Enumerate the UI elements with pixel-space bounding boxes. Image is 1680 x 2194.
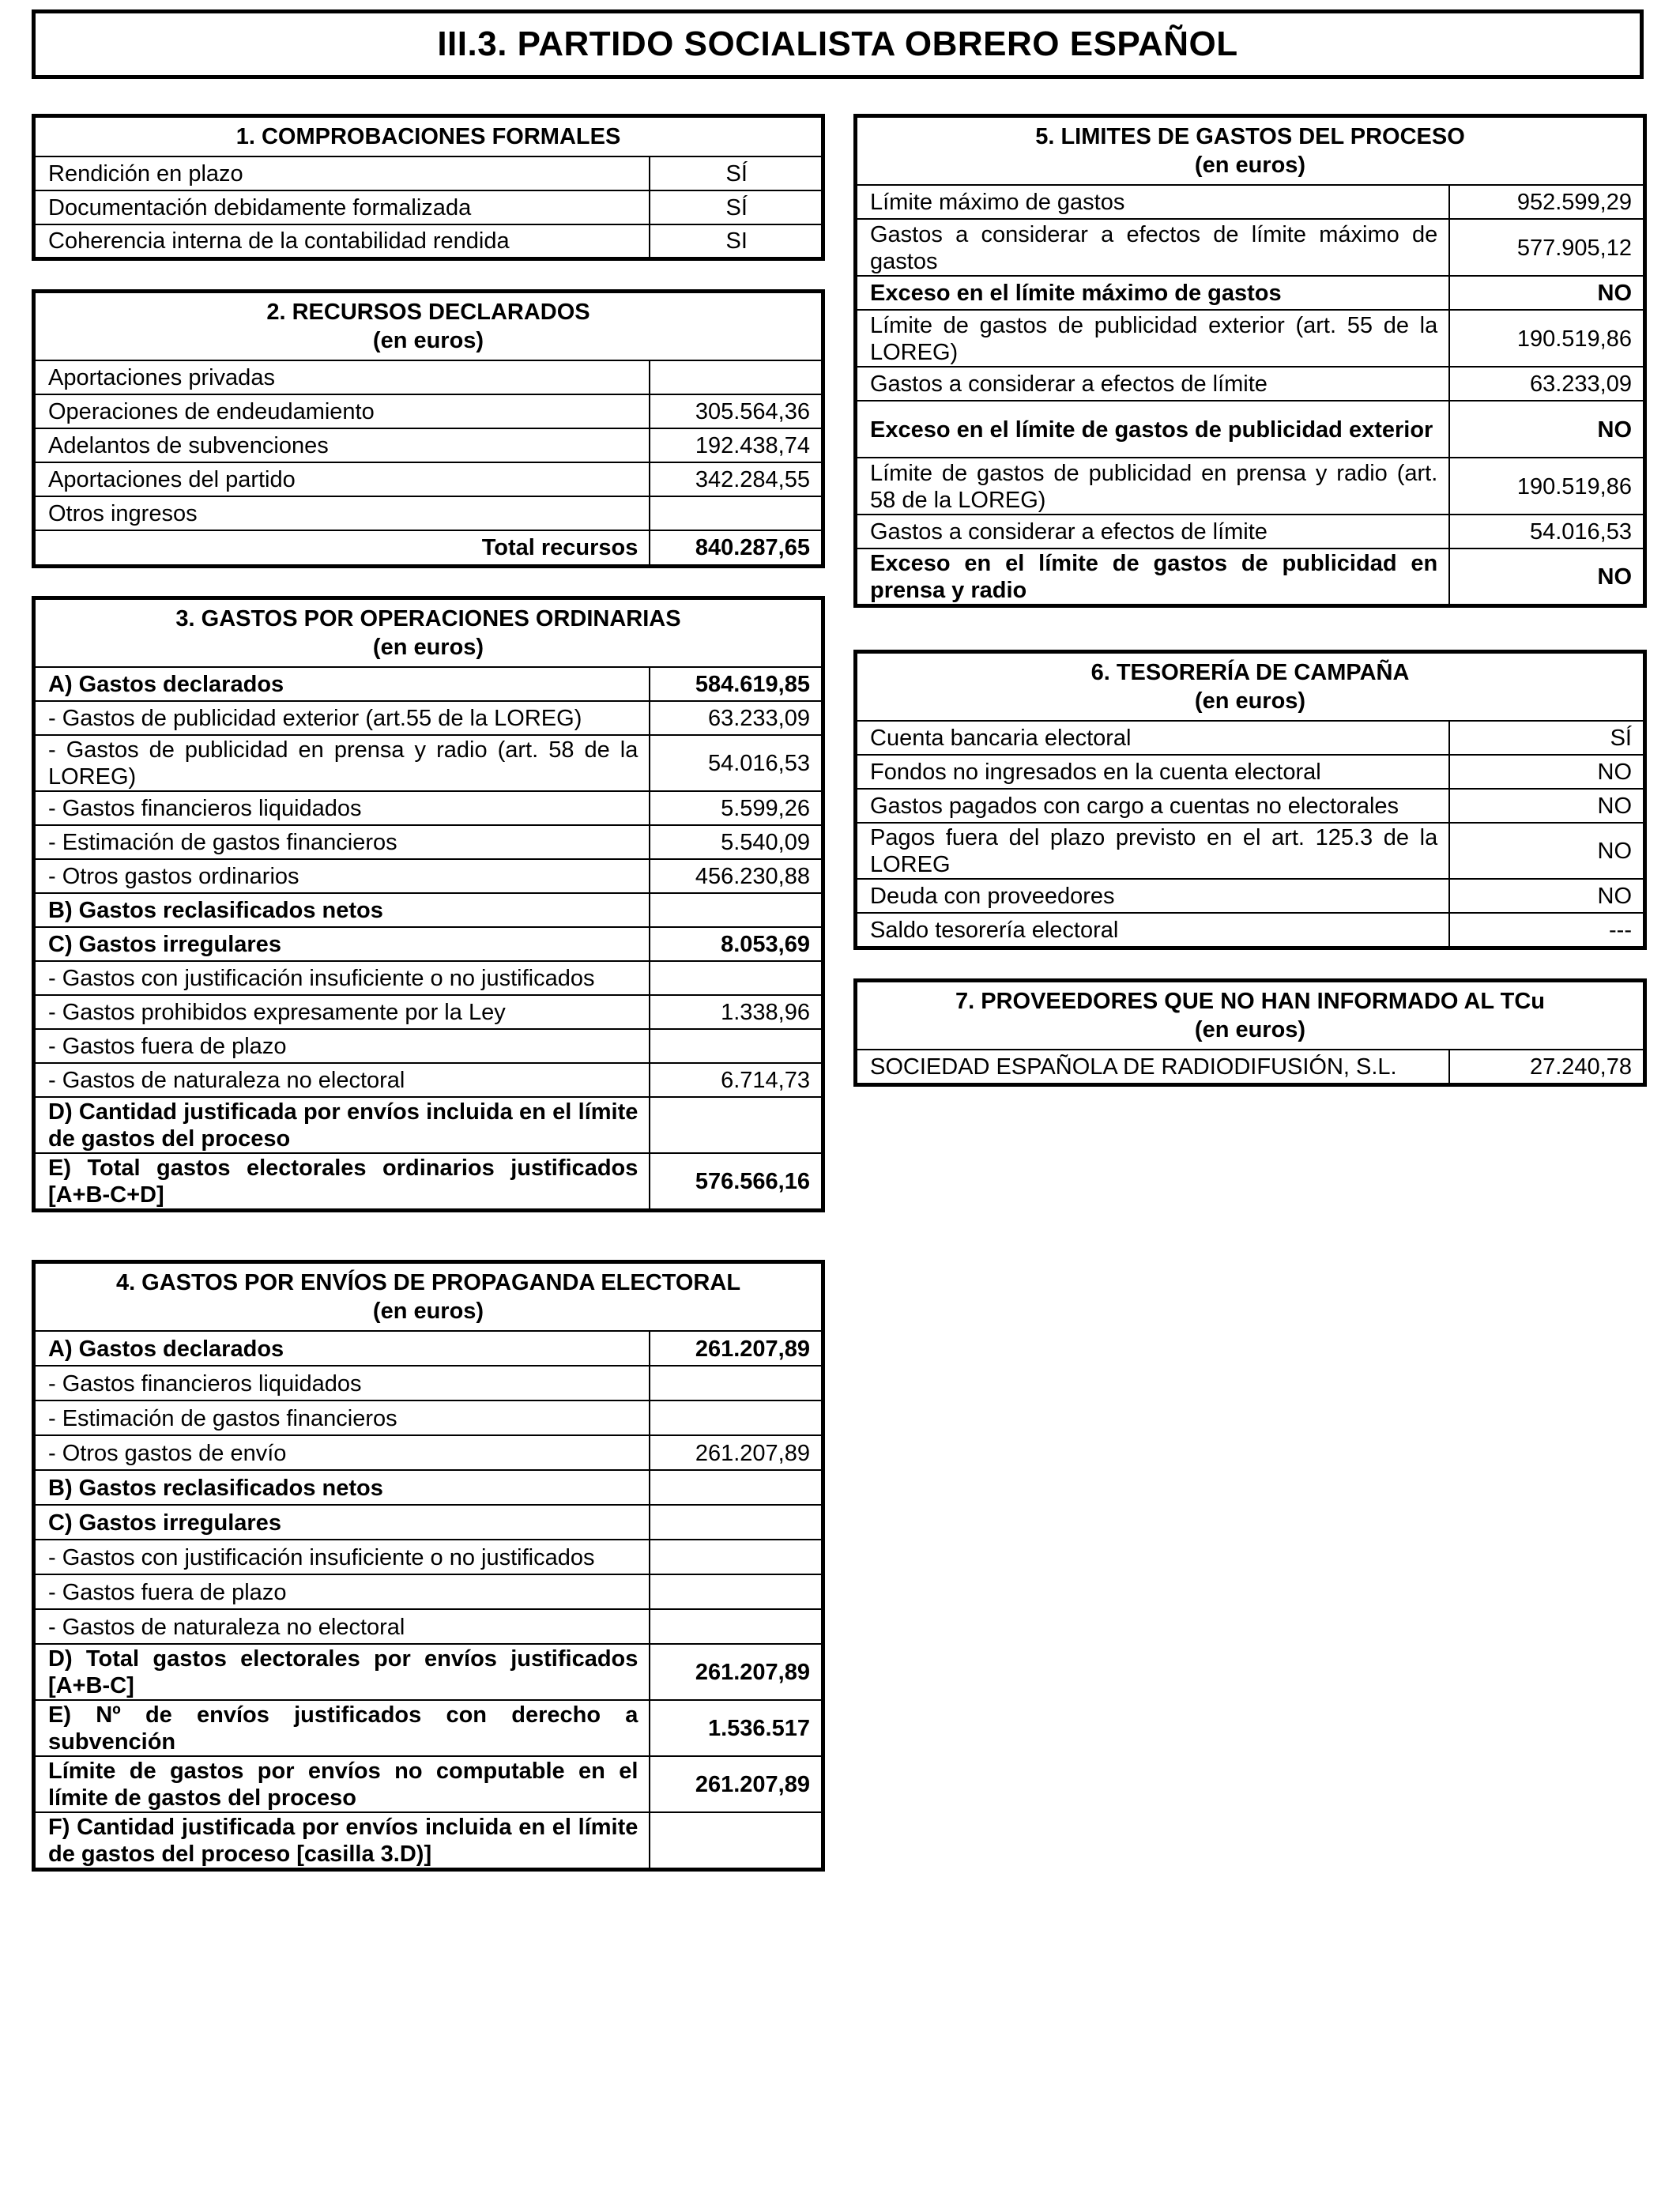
section-subtitle: (en euros) <box>372 1299 484 1324</box>
row-value <box>650 1812 823 1870</box>
row-label: Deuda con proveedores <box>856 879 1450 913</box>
row-label: Otros ingresos <box>34 496 650 530</box>
row-label: Exceso en el límite máximo de gastos <box>856 276 1450 310</box>
section-subtitle: (en euros) <box>1194 1017 1306 1042</box>
row-value: 190.519,86 <box>1449 458 1644 515</box>
row-label: - Gastos de naturaleza no electoral <box>34 1063 650 1097</box>
row-value <box>650 360 823 394</box>
row-label: Aportaciones privadas <box>34 360 650 394</box>
row-label: - Estimación de gastos financieros <box>34 1400 650 1435</box>
row-label: - Gastos financieros liquidados <box>34 791 650 825</box>
row-value: 584.619,85 <box>650 667 823 701</box>
campaign-treasury-table <box>853 650 1647 950</box>
row-label: - Gastos fuera de plazo <box>34 1574 650 1609</box>
row-label: Aportaciones del partido <box>34 462 650 496</box>
row-label: - Gastos de publicidad en prensa y radio (art. 58 de la LOREG) <box>34 735 650 791</box>
row-label: - Gastos de naturaleza no electoral <box>34 1609 650 1644</box>
section-title <box>856 116 1645 186</box>
row-value: 5.540,09 <box>650 825 823 859</box>
row-value: NO <box>1449 789 1644 823</box>
row-label: Gastos a considerar a efectos de límite <box>856 515 1450 548</box>
row-label: E) Total gastos electorales ordinarios justificados [A+B-C+D] <box>34 1153 650 1211</box>
row-label: Gastos pagados con cargo a cuentas no electorales <box>856 789 1450 823</box>
row-label: Fondos no ingresados en la cuenta electoral <box>856 755 1450 789</box>
row-label: Límite de gastos de publicidad exterior (art. 55 de la LOREG) <box>856 310 1450 367</box>
row-value: 305.564,36 <box>650 394 823 428</box>
row-value: 27.240,78 <box>1449 1050 1644 1084</box>
row-value: 261.207,89 <box>650 1435 823 1470</box>
spending-limits-table <box>853 114 1647 608</box>
row-value: 54.016,53 <box>650 735 823 791</box>
row-value: 952.599,29 <box>1449 185 1644 219</box>
row-value: 8.053,69 <box>650 927 823 961</box>
row-label: Coherencia interna de la contabilidad rendida <box>34 224 650 258</box>
section-title-text: 4. GASTOS POR ENVÍOS DE PROPAGANDA ELECTORAL <box>115 1270 741 1295</box>
row-label: B) Gastos reclasificados netos <box>34 893 650 927</box>
row-label: Operaciones de endeudamiento <box>34 394 650 428</box>
row-value: NO <box>1449 755 1644 789</box>
row-value: SÍ <box>650 156 823 190</box>
row-value: 63.233,09 <box>1449 367 1644 401</box>
row-value <box>650 1574 823 1609</box>
row-value <box>650 1540 823 1574</box>
section-title <box>34 1262 823 1332</box>
section-subtitle: (en euros) <box>1194 153 1306 178</box>
row-label: A) Gastos declarados <box>34 1331 650 1366</box>
row-value: 192.438,74 <box>650 428 823 462</box>
row-label: - Gastos financieros liquidados <box>34 1366 650 1400</box>
row-value <box>650 1029 823 1063</box>
section-subtitle: (en euros) <box>372 635 484 660</box>
row-value: 63.233,09 <box>650 701 823 735</box>
section-title-text: 5. LIMITES DE GASTOS DEL PROCESO <box>1035 124 1465 149</box>
row-value: NO <box>1449 401 1644 458</box>
row-label: Exceso en el límite de gastos de publicidad exterior <box>856 401 1450 458</box>
row-value: NO <box>1449 823 1644 879</box>
propaganda-mailing-expenses-table <box>32 1260 825 1872</box>
row-value: SÍ <box>1449 721 1644 755</box>
row-value: 190.519,86 <box>1449 310 1644 367</box>
row-value: 261.207,89 <box>650 1756 823 1812</box>
row-value: SI <box>650 224 823 258</box>
unreported-suppliers-table <box>853 978 1647 1087</box>
row-label: - Gastos con justificación insuficiente o no justificados <box>34 961 650 995</box>
row-label: - Gastos fuera de plazo <box>34 1029 650 1063</box>
row-value <box>650 1097 823 1153</box>
row-value: 5.599,26 <box>650 791 823 825</box>
row-value: 6.714,73 <box>650 1063 823 1097</box>
row-label: C) Gastos irregulares <box>34 927 650 961</box>
row-label: Cuenta bancaria electoral <box>856 721 1450 755</box>
section-title-text: 3. GASTOS POR OPERACIONES ORDINARIAS <box>175 606 681 631</box>
row-label: SOCIEDAD ESPAÑOLA DE RADIODIFUSIÓN, S.L. <box>856 1050 1450 1084</box>
row-value <box>650 1505 823 1540</box>
total-value: 840.287,65 <box>650 530 823 566</box>
row-value <box>650 1470 823 1505</box>
total-label: Total recursos <box>34 530 650 566</box>
page-title: III.3. PARTIDO SOCIALISTA OBRERO ESPAÑOL <box>32 9 1644 79</box>
row-value: 456.230,88 <box>650 859 823 893</box>
row-label: Documentación debidamente formalizada <box>34 190 650 224</box>
row-value <box>650 1400 823 1435</box>
row-value: 261.207,89 <box>650 1331 823 1366</box>
row-value: 342.284,55 <box>650 462 823 496</box>
row-value: 1.338,96 <box>650 995 823 1029</box>
row-label: - Gastos con justificación insuficiente o no justificados <box>34 1540 650 1574</box>
row-label: Rendición en plazo <box>34 156 650 190</box>
row-label: Saldo tesorería electoral <box>856 913 1450 948</box>
row-label: B) Gastos reclasificados netos <box>34 1470 650 1505</box>
section-title <box>34 598 823 668</box>
row-value: 576.566,16 <box>650 1153 823 1211</box>
row-value: SÍ <box>650 190 823 224</box>
section-title <box>34 292 823 361</box>
row-label: Pagos fuera del plazo previsto en el art. 125.3 de la LOREG <box>856 823 1450 879</box>
row-label: A) Gastos declarados <box>34 667 650 701</box>
row-value <box>650 893 823 927</box>
row-value: NO <box>1449 276 1644 310</box>
row-label: - Estimación de gastos financieros <box>34 825 650 859</box>
section-title <box>856 652 1645 722</box>
row-label: Límite de gastos de publicidad en prensa y radio (art. 58 de la LOREG) <box>856 458 1450 515</box>
declared-resources-table <box>32 289 825 568</box>
row-label: Límite de gastos por envíos no computable en el límite de gastos del proceso <box>34 1756 650 1812</box>
formal-checks-table <box>32 114 825 261</box>
row-label: D) Total gastos electorales por envíos justificados [A+B-C] <box>34 1644 650 1700</box>
row-label: E) Nº de envíos justificados con derecho a subvención <box>34 1700 650 1756</box>
ordinary-expenses-table <box>32 596 825 1212</box>
row-value: NO <box>1449 879 1644 913</box>
row-label: - Gastos de publicidad exterior (art.55 de la LOREG) <box>34 701 650 735</box>
row-label: - Gastos prohibidos expresamente por la Ley <box>34 995 650 1029</box>
row-label: - Otros gastos ordinarios <box>34 859 650 893</box>
section-title-text: 6. TESORERÍA DE CAMPAÑA <box>1090 660 1410 685</box>
section-subtitle: (en euros) <box>1194 688 1306 714</box>
row-value: 577.905,12 <box>1449 219 1644 276</box>
section-title <box>856 981 1645 1050</box>
section-subtitle: (en euros) <box>372 328 484 353</box>
row-label: - Otros gastos de envío <box>34 1435 650 1470</box>
row-label: Adelantos de subvenciones <box>34 428 650 462</box>
row-value <box>650 496 823 530</box>
section-title-text: 7. PROVEEDORES QUE NO HAN INFORMADO AL TCu <box>955 989 1545 1014</box>
section-title-text: 2. RECURSOS DECLARADOS <box>266 300 590 325</box>
row-label: C) Gastos irregulares <box>34 1505 650 1540</box>
row-value: 261.207,89 <box>650 1644 823 1700</box>
row-label: Gastos a considerar a efectos de límite <box>856 367 1450 401</box>
row-value <box>650 1366 823 1400</box>
row-value: 54.016,53 <box>1449 515 1644 548</box>
row-label: Exceso en el límite de gastos de publicidad en prensa y radio <box>856 548 1450 606</box>
row-value: 1.536.517 <box>650 1700 823 1756</box>
row-label: Límite máximo de gastos <box>856 185 1450 219</box>
row-value <box>650 1609 823 1644</box>
row-label: F) Cantidad justificada por envíos incluida en el límite de gastos del proceso [casilla 3.D)] <box>34 1812 650 1870</box>
section-title: 1. COMPROBACIONES FORMALES <box>34 116 823 157</box>
row-value: --- <box>1449 913 1644 948</box>
row-value <box>650 961 823 995</box>
row-label: Gastos a considerar a efectos de límite máximo de gastos <box>856 219 1450 276</box>
row-label: D) Cantidad justificada por envíos incluida en el límite de gastos del proceso <box>34 1097 650 1153</box>
row-value: NO <box>1449 548 1644 606</box>
